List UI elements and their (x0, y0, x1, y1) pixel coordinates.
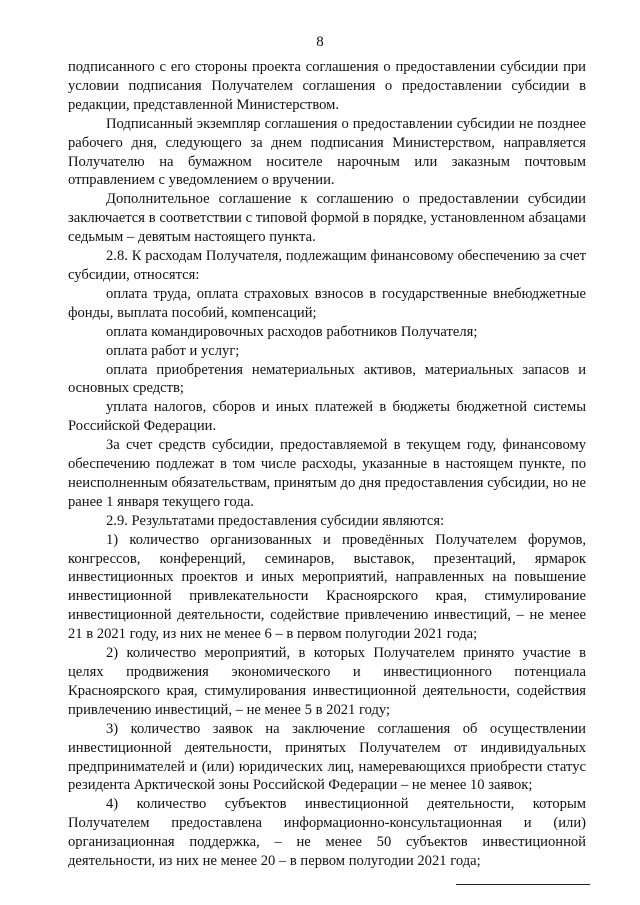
page-number: 8 (316, 34, 324, 50)
paragraph-agreement-signing: подписанного с его стороны проекта соглашения о предоставлении субсидии при условии подписания Получателем соглашения о предоставлении субсидии в редакции, представленной Министерством. (68, 59, 586, 113)
paragraph-2-8-heading: 2.8. К расходам Получателя, подлежащим финансовому обеспечению за счет субсидии, относятся: (68, 248, 586, 283)
paragraph-result-2: 2) количество мероприятий, в которых Получателем принято участие в целях продвижения экономического и инвестиционного потенциала Красноярского края, стимулирования инвестиционной деятельности, содействия привлечению инвестиций, – не менее 5 в 2021 году; (68, 645, 586, 718)
paragraph-expense-labor: оплата труда, оплата страховых взносов в государственные внебюджетные фонды, выплата пособий, компенсаций; (68, 285, 586, 321)
paragraph-result-4: 4) количество субъектов инвестиционной деятельности, которым Получателем предоставлена информационно-консультационная и (или) организационная поддержка, – не менее 50 субъектов инвестиционной деятельности, из них не менее 20 – в первом полугодии 2021 года; (68, 796, 586, 870)
paragraph-2-9-heading: 2.9. Результатами предоставления субсидии являются: (106, 512, 445, 529)
paragraph-additional-agreement: Дополнительное соглашение к соглашению о предоставлении субсидии заключается в соответствии с типовой формой в порядке, установленном абзацами седьмым – девятым настоящего пункта. (68, 191, 586, 246)
paragraph-expense-travel: оплата командировочных расходов работников Получателя; (106, 323, 478, 340)
paragraph-subsidy-funding: За счет средств субсидии, предоставляемой в текущем году, финансовому обеспечению подлежат в том числе расходы, указанные в настоящем пункте, по неисполненным обязательствам, принятым до дня предоставления субсидии, но не ранее 1 января текущего года. (68, 437, 586, 510)
paragraph-expense-services: оплата работ и услуг; (106, 342, 240, 359)
paragraph-signed-copy: Подписанный экземпляр соглашения о предоставлении субсидии не позднее рабочего дня, следующего за днем подписания Министерством, направляется Получателю на бумажном носителе нарочным или заказным почтовым отправлением с уведомлением о вручении. (68, 115, 586, 189)
paragraph-expense-taxes: уплата налогов, сборов и иных платежей в бюджеты бюджетной системы Российской Федерации. (68, 399, 586, 435)
paragraph-expense-assets: оплата приобретения нематериальных активов, материальных запасов и основных средств; (68, 361, 586, 397)
paragraph-result-1: 1) количество организованных и проведённых Получателем форумов, конгрессов, конференций, семинаров, выставок, презентаций, ярмарок инвестиционных проектов и иных мероприятий, направленных на повышение инвестиционной привлекательности Красноярского края, стимулирование инвестиционной деятельности, содействие привлечению инвестиций, – не менее 21 в 2021 году, из них не менее 6 – в первом полугодии 2021 года; (68, 531, 586, 643)
document-body (68, 58, 586, 871)
footer-divider (456, 884, 590, 885)
paragraph-result-3: 3) количество заявок на заключение соглашения об осуществлении инвестиционной деятельности, принятых Получателем от индивидуальных предпринимателей и (или) юридических лиц, намеревающихся приобрести статус резидента Арктической зоны Российской Федерации – не менее 10 заявок; (68, 720, 586, 794)
